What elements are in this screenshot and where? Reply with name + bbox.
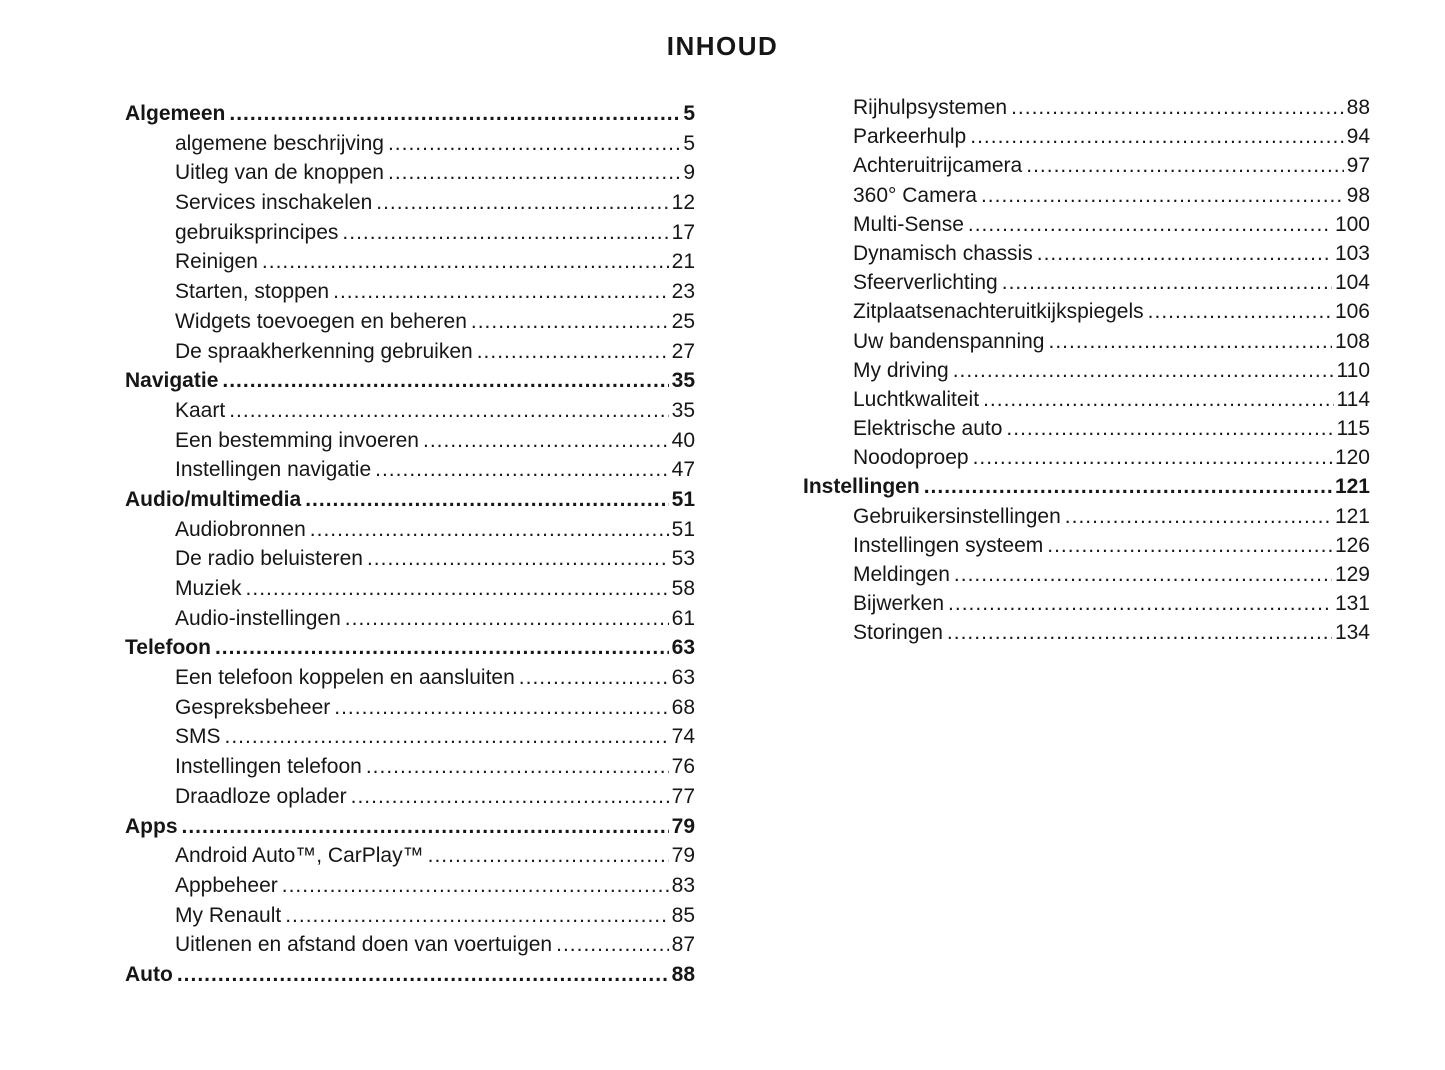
- toc-entry-row: [125, 218, 695, 248]
- dot-leader: [1048, 327, 1331, 356]
- toc-entry-label: Uitlenen en afstand doen van voertuigen: [175, 933, 553, 957]
- toc-page-number: 12: [671, 191, 695, 215]
- dot-leader: [342, 218, 668, 248]
- toc-entry-row: [125, 930, 695, 960]
- toc-page-number: 68: [671, 695, 695, 719]
- toc-section-row: [803, 472, 1370, 501]
- toc-entry-label: Telefoon: [125, 636, 211, 660]
- dot-leader: [388, 158, 680, 188]
- toc-entry-row: [803, 268, 1370, 297]
- toc-entry-row: [803, 618, 1370, 647]
- dot-leader: [423, 426, 669, 456]
- toc-entry-row: [125, 455, 695, 485]
- toc-page-number: 110: [1336, 358, 1370, 382]
- toc-entry-row: [803, 181, 1370, 210]
- toc-section-row: [125, 485, 695, 515]
- toc-entry-row: [125, 663, 695, 693]
- toc-entry-row: [125, 693, 695, 723]
- dot-leader: [924, 472, 1332, 501]
- toc-entry-row: [125, 158, 695, 188]
- toc-entry-label: My driving: [853, 358, 949, 382]
- toc-entry-label: Instellingen telefoon: [175, 755, 362, 779]
- toc-entry-row: [125, 544, 695, 574]
- toc-entry-label: algemene beschrijving: [175, 131, 384, 155]
- toc-entry-row: [125, 722, 695, 752]
- dot-leader: [345, 604, 669, 634]
- toc-entry-label: Gebruikersinstellingen: [853, 504, 1061, 528]
- toc-page-number: 120: [1334, 446, 1370, 470]
- toc-entry-row: [125, 337, 695, 367]
- toc-entry-row: [803, 414, 1370, 443]
- toc-page-number: 108: [1334, 329, 1370, 353]
- toc-page-number: 40: [671, 428, 695, 452]
- toc-section-row: [125, 366, 695, 396]
- dot-leader: [954, 560, 1332, 589]
- toc-entry-label: Audiobronnen: [175, 517, 306, 541]
- dot-leader: [1011, 93, 1344, 122]
- toc-entry-label: Achteruitrijcamera: [853, 154, 1023, 178]
- toc-entry-label: Multi-Sense: [853, 212, 964, 236]
- toc-entry-row: [125, 752, 695, 782]
- toc-entry-label: Instellingen systeem: [853, 533, 1044, 557]
- toc-page-number: 63: [671, 636, 695, 660]
- toc-page-number: 114: [1336, 387, 1370, 411]
- toc-entry-row: [803, 560, 1370, 589]
- toc-page-number: 94: [1346, 125, 1370, 149]
- toc-page-number: 129: [1334, 563, 1370, 586]
- toc-page-number: 104: [1334, 271, 1370, 295]
- toc-page-number: 5: [683, 102, 695, 125]
- toc-page-number: 63: [671, 666, 695, 690]
- dot-leader: [367, 544, 669, 574]
- toc-entry-label: Een bestemming invoeren: [175, 428, 419, 452]
- toc-entry-row: [803, 443, 1370, 472]
- toc-entry-label: Algemeen: [125, 102, 226, 125]
- toc-page-number: 79: [671, 814, 695, 838]
- toc-page-number: 87: [671, 933, 695, 957]
- toc-entry-row: [125, 604, 695, 634]
- toc-page-number: 51: [671, 517, 695, 541]
- toc-entry-label: My Renault: [175, 903, 282, 927]
- toc-entry-label: De radio beluisteren: [175, 547, 363, 571]
- toc-entry-label: Android Auto™, CarPlay™: [175, 844, 424, 868]
- toc-entry-label: Muziek: [175, 577, 242, 600]
- toc-page-number: 79: [671, 844, 695, 868]
- dot-leader: [222, 366, 668, 396]
- dot-leader: [1006, 414, 1333, 443]
- dot-leader: [334, 693, 668, 723]
- toc-entry-row: [803, 297, 1370, 326]
- toc-entry-row: [125, 396, 695, 426]
- toc-entry-label: Kaart: [175, 398, 226, 422]
- toc-entry-label: Meldingen: [853, 563, 950, 586]
- toc-entry-label: Elektrische auto: [853, 417, 1003, 441]
- dot-leader: [225, 722, 669, 752]
- toc-page-number: 5: [683, 131, 695, 155]
- dot-leader: [177, 960, 669, 990]
- toc-entry-label: Uitleg van de knoppen: [175, 161, 384, 185]
- toc-entry-row: [803, 589, 1370, 618]
- toc-entry-label: Een telefoon koppelen en aansluiten: [175, 666, 515, 690]
- toc-section-row: [125, 812, 695, 842]
- toc-entry-label: gebruiksprincipes: [175, 220, 339, 244]
- dot-leader: [1148, 297, 1332, 326]
- toc-page-number: 77: [671, 784, 695, 808]
- toc-entry-row: [803, 122, 1370, 151]
- toc-entry-row: [803, 356, 1370, 385]
- toc-entry-row: [803, 502, 1370, 531]
- toc-entry-row: [803, 151, 1370, 180]
- toc-entry-row: [125, 574, 695, 604]
- toc-page-number: 121: [1334, 475, 1370, 499]
- dot-leader: [282, 871, 669, 901]
- toc-entry-label: Audio-instellingen: [175, 606, 341, 630]
- toc-page-number: 9: [683, 161, 695, 185]
- toc-entry-label: 360° Camera: [853, 183, 977, 207]
- dot-leader: [366, 752, 669, 782]
- toc-page-number: 61: [671, 606, 695, 630]
- toc-page-number: 17: [671, 220, 695, 244]
- dot-leader: [229, 99, 680, 129]
- dot-leader: [351, 782, 669, 812]
- toc-page-number: 53: [671, 547, 695, 571]
- toc-entry-label: Auto: [125, 962, 173, 986]
- toc-section-row: [125, 633, 695, 663]
- dot-leader: [376, 188, 668, 218]
- dot-leader: [970, 122, 1343, 151]
- toc-page-number: 74: [671, 725, 695, 749]
- toc-entry-label: Appbeheer: [175, 873, 278, 897]
- toc-entry-label: Navigatie: [125, 369, 219, 393]
- toc-entry-label: Parkeerhulp: [853, 125, 967, 149]
- toc-entry-label: Uw bandenspanning: [853, 329, 1045, 353]
- toc-page-number: 35: [671, 369, 695, 393]
- dot-leader: [285, 901, 668, 931]
- toc-entry-row: [803, 239, 1370, 268]
- toc-page-number: 25: [671, 309, 695, 333]
- toc-entry-label: Reinigen: [175, 250, 258, 274]
- toc-entry-row: [125, 247, 695, 277]
- toc-page-number: 134: [1334, 621, 1370, 645]
- dot-leader: [333, 277, 669, 307]
- toc-entry-label: Widgets toevoegen en beheren: [175, 309, 467, 333]
- dot-leader: [388, 129, 680, 159]
- toc-entry-label: Dynamisch chassis: [853, 241, 1033, 265]
- toc-entry-row: [803, 327, 1370, 356]
- toc-page-number: 58: [671, 577, 695, 600]
- toc-page-number: 83: [671, 873, 695, 897]
- dot-leader: [948, 589, 1332, 618]
- toc-entry-label: Apps: [125, 814, 178, 838]
- toc-page-number: 88: [1346, 96, 1370, 119]
- dot-leader: [305, 485, 668, 515]
- toc-entry-label: Instellingen: [803, 475, 920, 499]
- toc-entry-label: Luchtkwaliteit: [853, 387, 980, 411]
- dot-leader: [1065, 502, 1332, 531]
- toc-page-number: 131: [1334, 592, 1370, 616]
- dot-leader: [1026, 151, 1343, 180]
- toc-entry-row: [125, 515, 695, 545]
- dot-leader: [556, 930, 669, 960]
- toc-entry-row: [125, 277, 695, 307]
- dot-leader: [229, 396, 668, 426]
- toc-entry-label: Sfeerverlichting: [853, 271, 998, 295]
- toc-entry-row: [803, 93, 1370, 122]
- toc-entry-row: [803, 385, 1370, 414]
- toc-page-number: 21: [671, 250, 695, 274]
- toc-page-number: 27: [671, 339, 695, 363]
- toc-page-number: 126: [1334, 533, 1370, 557]
- toc-page-number: 121: [1334, 504, 1370, 528]
- dot-leader: [981, 181, 1344, 210]
- dot-leader: [246, 574, 669, 604]
- dot-leader: [375, 455, 669, 485]
- dot-leader: [983, 385, 1333, 414]
- dot-leader: [477, 337, 669, 367]
- toc-page-number: 76: [671, 755, 695, 779]
- toc-entry-label: Starten, stoppen: [175, 280, 330, 304]
- toc-page-number: 47: [671, 458, 695, 482]
- toc-entry-label: Audio/multimedia: [125, 487, 302, 511]
- dot-leader: [262, 247, 669, 277]
- toc-entry-row: [125, 782, 695, 812]
- toc-entry-label: Gespreksbeheer: [175, 695, 331, 719]
- dot-leader: [310, 515, 669, 545]
- toc-entry-row: [125, 901, 695, 931]
- toc-entry-row: [803, 531, 1370, 560]
- toc-entry-label: Draadloze oplader: [175, 784, 347, 808]
- toc-entry-row: [125, 426, 695, 456]
- dot-leader: [519, 663, 669, 693]
- toc-entry-label: Services inschakelen: [175, 191, 373, 215]
- toc-entry-label: SMS: [175, 725, 221, 749]
- dot-leader: [215, 633, 669, 663]
- toc-section-row: [125, 99, 695, 129]
- page-title: INHOUD: [666, 31, 779, 61]
- dot-leader: [471, 307, 669, 337]
- toc-entry-label: Instellingen navigatie: [175, 458, 372, 482]
- toc-page-number: 115: [1336, 417, 1370, 441]
- toc-page-number: 88: [671, 962, 695, 986]
- toc-page-number: 103: [1334, 241, 1370, 265]
- toc-entry-row: [125, 841, 695, 871]
- toc-entry-label: Noodoproep: [853, 446, 969, 470]
- dot-leader: [1002, 268, 1332, 297]
- toc-entry-label: De spraakherkenning gebruiken: [175, 339, 473, 363]
- toc-entry-label: Zitplaatsenachteruitkijkspiegels: [853, 300, 1144, 324]
- toc-entry-row: [803, 210, 1370, 239]
- dot-leader: [968, 210, 1332, 239]
- dot-leader: [973, 443, 1332, 472]
- toc-entry-row: [125, 871, 695, 901]
- toc-page-number: 51: [671, 487, 695, 511]
- toc-section-row: [125, 960, 695, 990]
- toc-entry-row: [125, 129, 695, 159]
- dot-leader: [947, 618, 1332, 647]
- toc-page-number: 98: [1346, 183, 1370, 207]
- toc-entry-label: Storingen: [853, 621, 943, 645]
- dot-leader: [953, 356, 1334, 385]
- toc-entry-label: Bijwerken: [853, 592, 945, 616]
- toc-entry-label: Rijhulpsystemen: [853, 96, 1008, 119]
- toc-page-number: 97: [1346, 154, 1370, 178]
- toc-page-number: 106: [1334, 300, 1370, 324]
- toc-page-number: 100: [1334, 212, 1370, 236]
- toc-page-number: 85: [671, 903, 695, 927]
- toc-page-number: 35: [671, 398, 695, 422]
- toc-column-left: [125, 99, 695, 990]
- toc-page-number: 23: [671, 280, 695, 304]
- toc-entry-row: [125, 188, 695, 218]
- toc-entry-row: [125, 307, 695, 337]
- toc-column-right: [803, 93, 1370, 648]
- dot-leader: [1047, 531, 1332, 560]
- dot-leader: [182, 812, 669, 842]
- dot-leader: [428, 841, 669, 871]
- dot-leader: [1037, 239, 1332, 268]
